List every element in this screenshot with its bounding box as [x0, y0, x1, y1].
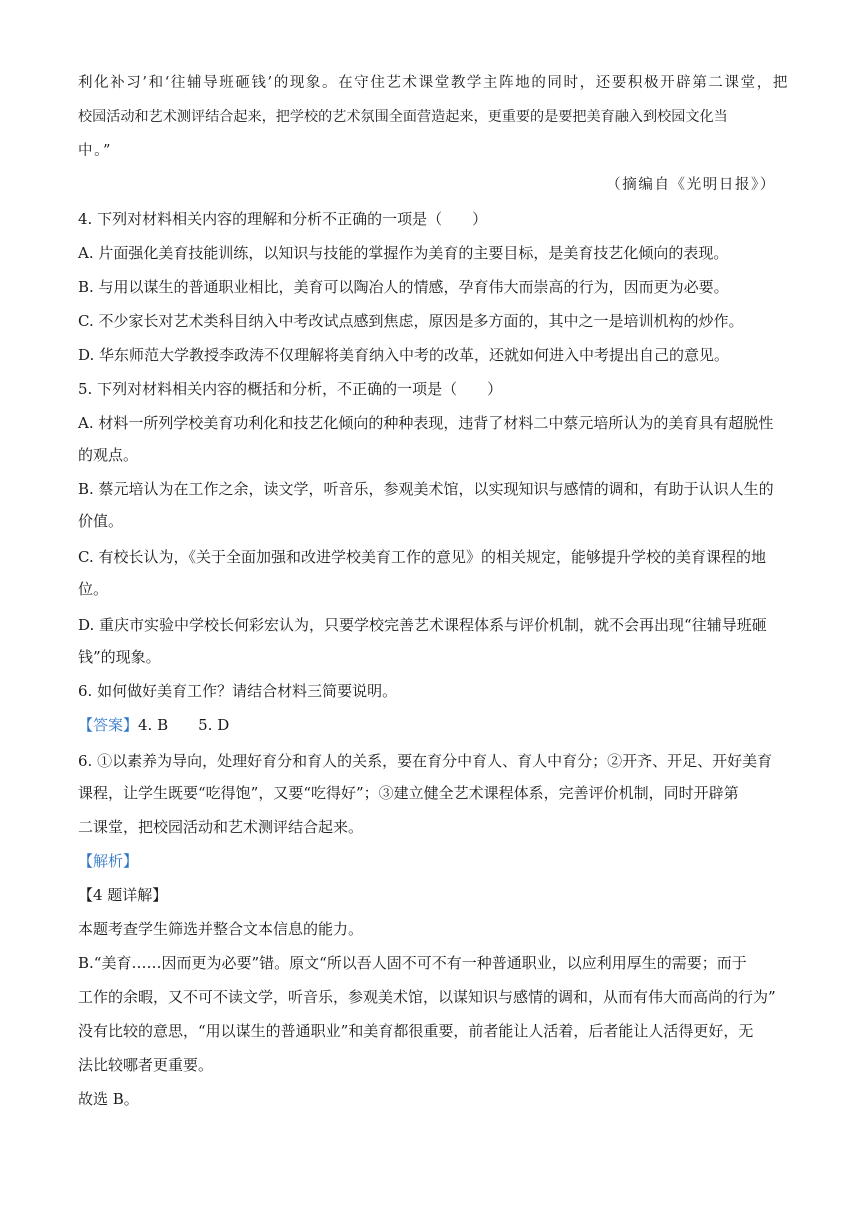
detail-line: 工作的余暇，又不可不读文学，听音乐，参观美术馆，以谋知识与感情的调和，从而有伟大而高尚的行为”	[78, 988, 776, 1006]
answer-text: 4. B 5. D	[138, 716, 230, 734]
answer-line	[78, 714, 229, 736]
question-4-option-a: A. 片面强化美育技能训练，以知识与技能的掌握作为美育的主要目标，是美育技艺化倾向的表现。	[78, 244, 729, 262]
detail-title: 【4 题详解】	[78, 886, 168, 904]
detail-line: 法比较哪者更重要。	[78, 1056, 214, 1074]
analysis-label: 【解析】	[78, 852, 139, 870]
answer-label: 【答案】	[78, 716, 139, 734]
detail-intro: 本题考查学生筛选并整合文本信息的能力。	[78, 920, 364, 938]
question-5-option-b: B. 蔡元培认为在工作之余，读文学，听音乐，参观美术馆，以实现知识与感情的调和，有助于认识人生的	[78, 480, 774, 498]
question-5-option-c: C. 有校长认为，《关于全面加强和改进学校美育工作的意见》的相关规定，能够提升学校的美育课程的地	[78, 548, 766, 566]
question-5-option-d: D. 重庆市实验中学校长何彩宏认为，只要学校完善艺术课程体系与评价机制，就不会再出现“往辅导班砸	[78, 616, 767, 634]
answer-6-line: 课程，让学生既要“吃得饱”，又要“吃得好”；③建立健全艺术课程体系，完善评价机制，同时开辟第	[78, 784, 739, 802]
question-6-stem: 6. 如何做好美育工作？请结合材料三简要说明。	[78, 682, 398, 700]
answer-6-line: 二课堂，把校园活动和艺术测评结合起来。	[78, 818, 364, 836]
detail-line: 没有比较的意思，“用以谋生的普通职业”和美育都很重要，前者能让人活着，后者能让人活得更好，无	[78, 1022, 754, 1040]
quote-line: 校园活动和艺术测评结合起来，把学校的艺术氛围全面营造起来，更重要的是要把美育融入到校园文化当	[78, 109, 728, 125]
question-5-option-c-cont: 位。	[78, 580, 109, 598]
source-citation: （摘编自《光明日报》）	[606, 177, 776, 193]
question-5-option-d-cont: 钱”的现象。	[78, 648, 161, 666]
question-4-stem: 4. 下列对材料相关内容的理解和分析不正确的一项是（ ）	[78, 210, 488, 228]
question-5-option-b-cont: 价值。	[78, 512, 124, 530]
question-4-option-d: D. 华东师范大学教授李政涛不仅理解将美育纳入中考的改革，还就如何进入中考提出自己的意见。	[78, 346, 730, 364]
answer-6-line: 6. ①以素养为导向，处理好育分和育人的关系，要在育分中育人、育人中育分；②开齐、开足、开好美育	[78, 752, 773, 770]
quote-line: 利化补习’和‘往辅导班砸钱’的现象。在守住艺术课堂教学主阵地的同时，还要积极开辟第二课堂，把	[78, 75, 789, 91]
detail-line: B.“美育……因而更为必要”错。原文“所以吾人固不可不有一种普通职业，以应利用厚生的需要；而于	[78, 954, 747, 972]
quote-line: 中。”	[78, 143, 112, 159]
question-5-option-a-cont: 的观点。	[78, 446, 139, 464]
question-5-option-a: A. 材料一所列学校美育功利化和技艺化倾向的种种表现，违背了材料二中蔡元培所认为的美育具有超脱性	[78, 414, 774, 432]
question-5-stem: 5. 下列对材料相关内容的概括和分析，不正确的一项是（ ）	[78, 380, 503, 398]
question-4-option-b: B. 与用以谋生的普通职业相比，美育可以陶冶人的情感，孕育伟大而崇高的行为，因而更为必要。	[78, 278, 729, 296]
conclusion: 故选 B。	[78, 1090, 139, 1108]
question-4-option-c: C. 不少家长对艺术类科目纳入中考改试点感到焦虑，原因是多方面的，其中之一是培训机构的炒作。	[78, 312, 744, 330]
